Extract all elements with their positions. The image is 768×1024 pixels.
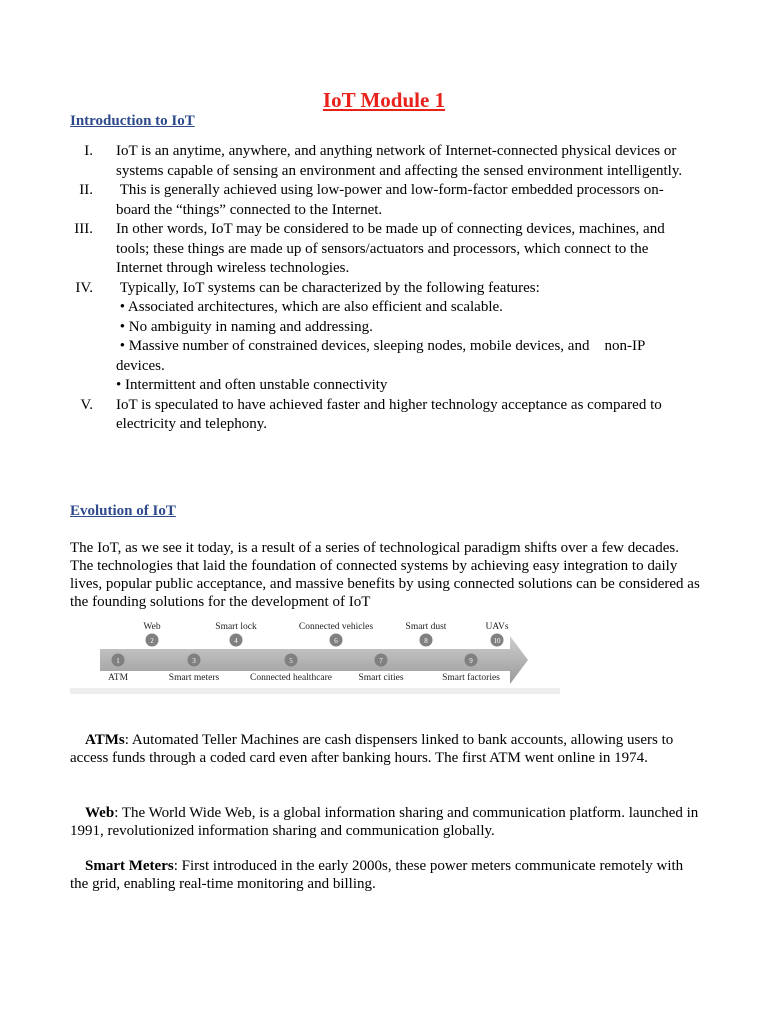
list-item-text: IoT is speculated to have achieved faster and higher technology acceptance as compared to electricity and telephony. bbox=[116, 396, 662, 432]
timeline-marker-number: 7 bbox=[379, 657, 383, 665]
intro-list bbox=[0, 142, 768, 435]
timeline-label: Connected vehicles bbox=[298, 622, 374, 632]
timeline-marker-number: 6 bbox=[334, 637, 338, 645]
evolution-heading: Evolution of IoT bbox=[70, 503, 176, 519]
timeline-label: Web bbox=[143, 622, 161, 632]
intro-heading: Introduction to IoT bbox=[70, 113, 195, 129]
timeline-marker-number: 1 bbox=[116, 657, 120, 665]
definition-smart-meters bbox=[70, 857, 700, 893]
list-item bbox=[0, 220, 768, 279]
timeline-label: UAVs bbox=[485, 622, 509, 632]
definition-text: : The World Wide Web, is a global information sharing and communication platform. launched in 1991, revolutionized information sharing and communication globally. bbox=[70, 805, 699, 839]
list-item-number: III. bbox=[74, 221, 93, 237]
list-item-number: II. bbox=[79, 182, 93, 198]
timeline-label: Smart cities bbox=[358, 673, 404, 683]
list-item-text: In other words, IoT may be considered to be made up of connecting devices, machines, and tools; these things are made up of sensors/actuators and processors, which connect to the Internet through wireless technologies. bbox=[116, 221, 665, 276]
timeline-label: Smart meters bbox=[168, 673, 220, 683]
list-item bbox=[0, 279, 768, 396]
definition-text: : Automated Teller Machines are cash dispensers linked to bank accounts, allowing users to access funds through a coded card even after banking hours. The first ATM went online in 1974. bbox=[70, 732, 674, 766]
definition-term: ATMs bbox=[85, 732, 125, 748]
timeline-marker-number: 9 bbox=[469, 657, 473, 665]
list-item bbox=[0, 396, 768, 435]
page-title: IoT Module 1 bbox=[322, 88, 446, 112]
definition-term: Web bbox=[85, 805, 115, 821]
definition-atms bbox=[70, 731, 700, 767]
list-item-number: IV. bbox=[75, 279, 93, 296]
timeline-marker-number: 5 bbox=[289, 657, 293, 665]
timeline-marker-number: 3 bbox=[192, 657, 196, 665]
list-item bbox=[0, 181, 768, 220]
timeline-marker-number: 2 bbox=[150, 637, 154, 645]
timeline-label: Connected healthcare bbox=[249, 673, 333, 683]
timeline-marker-number: 8 bbox=[424, 637, 428, 645]
list-item-text: IoT is an anytime, anywhere, and anything network of Internet-connected physical devices or systems capable of sensing an environment and affecting the sensed environment intelligently. bbox=[116, 143, 683, 179]
list-item-text: Typically, IoT systems can be characterized by the following features: • Associated architectures, which are also efficient and scalable. • No ambiguity in naming and addressing. • Massive number of constrained devices, sleeping nodes, mobile devices, and non-IP devices. • Intermittent and often unstable connectivity bbox=[116, 279, 645, 393]
definition-text: : First introduced in the early 2000s, these power meters communicate remotely with the grid, enabling real-time monitoring and billing. bbox=[70, 858, 684, 892]
list-item-text: This is generally achieved using low-power and low-form-factor embedded processors on-board the “things” connected to the Internet. bbox=[116, 182, 664, 218]
timeline-label: Smart dust bbox=[405, 622, 447, 632]
timeline-label: ATM bbox=[107, 673, 129, 683]
timeline-marker-number: 4 bbox=[234, 637, 238, 645]
iot-timeline-figure bbox=[70, 612, 570, 696]
timeline-label: Smart factories bbox=[442, 673, 500, 683]
definition-web bbox=[70, 804, 700, 840]
timeline-marker-number: 10 bbox=[493, 637, 501, 645]
list-item-number: I. bbox=[84, 143, 93, 159]
list-item-number: V. bbox=[80, 396, 93, 413]
evolution-paragraph: The IoT, as we see it today, is a result of a series of technological paradigm shifts over a few decades. The technologies that laid the foundation of connected systems by achieving easy integration to daily lives, popular public acceptance, and massive benefits by using connected solutions can be considered as the founding solutions for the development of IoT bbox=[70, 540, 700, 610]
list-item bbox=[0, 142, 768, 181]
timeline-label: Smart lock bbox=[215, 622, 257, 632]
definition-term: Smart Meters bbox=[85, 858, 174, 874]
